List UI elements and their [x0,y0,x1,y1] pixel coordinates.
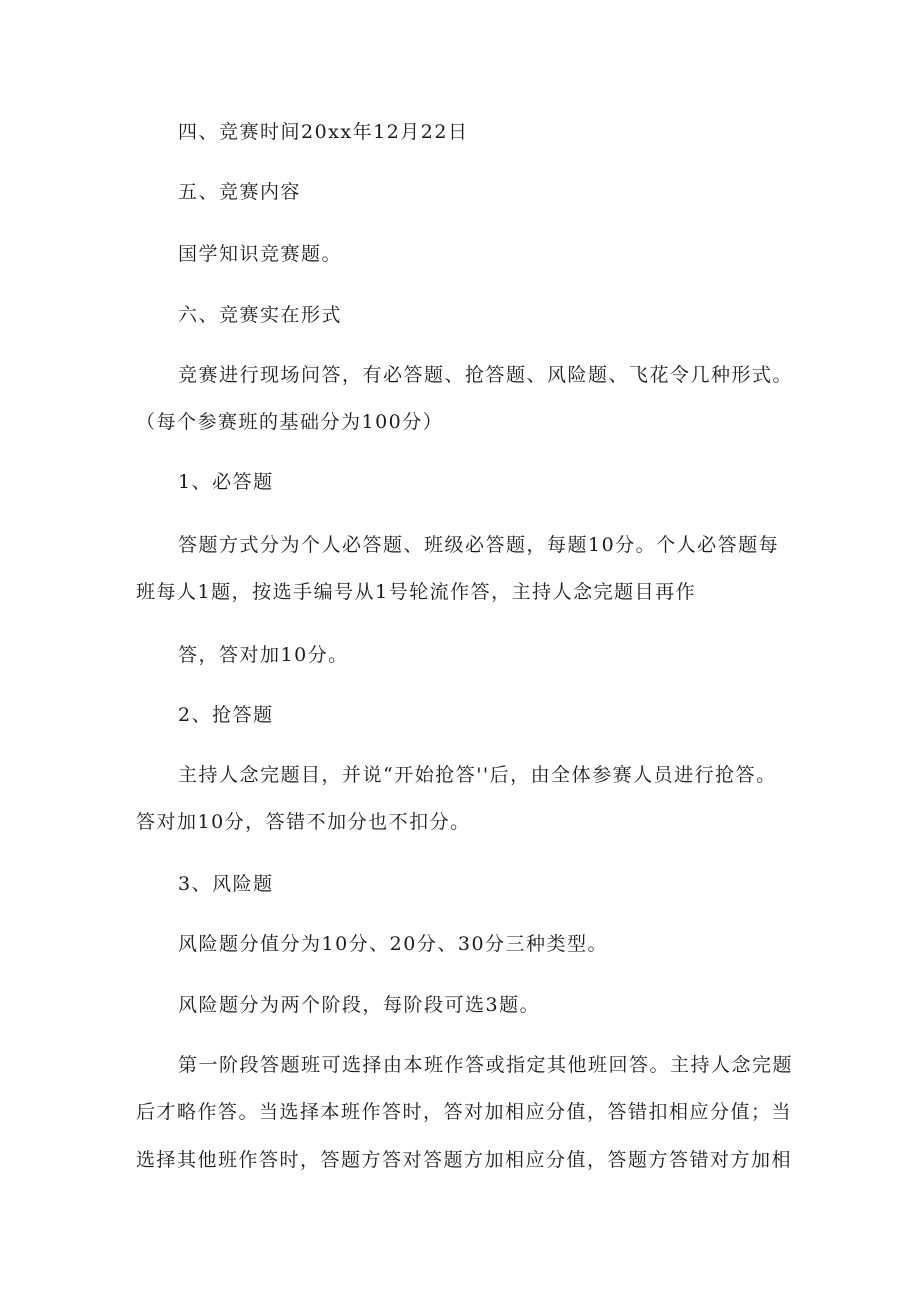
section-heading-time: 四、竞赛时间20xx年12月22日 [178,121,469,143]
subheading-risk-questions: 3、风险题 [178,873,274,895]
paragraph-required-line-2: 班每人1题，按选手编号从1号轮流作答，主持人念完题目再作 [136,581,697,603]
paragraph-risk-values: 风险题分值分为10分、20分、30分三种类型。 [178,933,609,955]
paragraph-stage-one-line-2: 后才略作答。当选择本班作答时，答对加相应分值，答错扣相应分值；当 [136,1101,793,1123]
paragraph-format-line-2: （每个参赛班的基础分为100分） [136,411,444,433]
section-heading-format: 六、竞赛实在形式 [178,304,343,326]
paragraph-quick-line-1: 主持人念完题目，并说“开始抢答''后，由全体参赛人员进行抢答。 [178,764,777,786]
paragraph-stage-one-line-1: 第一阶段答题班可选择由本班作答或指定其他班回答。主持人念完题 [178,1054,794,1076]
paragraph-content: 国学知识竞赛题。 [178,243,343,265]
paragraph-format-line-1: 竞赛进行现场问答，有必答题、抢答题、风险题、飞花令几种形式。 [178,364,794,386]
paragraph-quick-line-2: 答对加10分，答错不加分也不扣分。 [136,811,471,833]
section-heading-content: 五、竞赛内容 [178,181,302,203]
subheading-quick-answer: 2、抢答题 [178,704,274,726]
paragraph-stage-one-line-3: 选择其他班作答时，答题方答对答题方加相应分值，答题方答错对方加相 [136,1149,793,1171]
paragraph-required-line-1: 答题方式分为个人必答题、班级必答题，每题10分。个人必答题每 [178,534,780,556]
paragraph-required-line-3: 答，答对加10分。 [178,644,349,666]
subheading-required-questions: 1、必答题 [178,471,274,493]
paragraph-risk-stages: 风险题分为两个阶段，每阶段可选3题。 [178,994,541,1016]
